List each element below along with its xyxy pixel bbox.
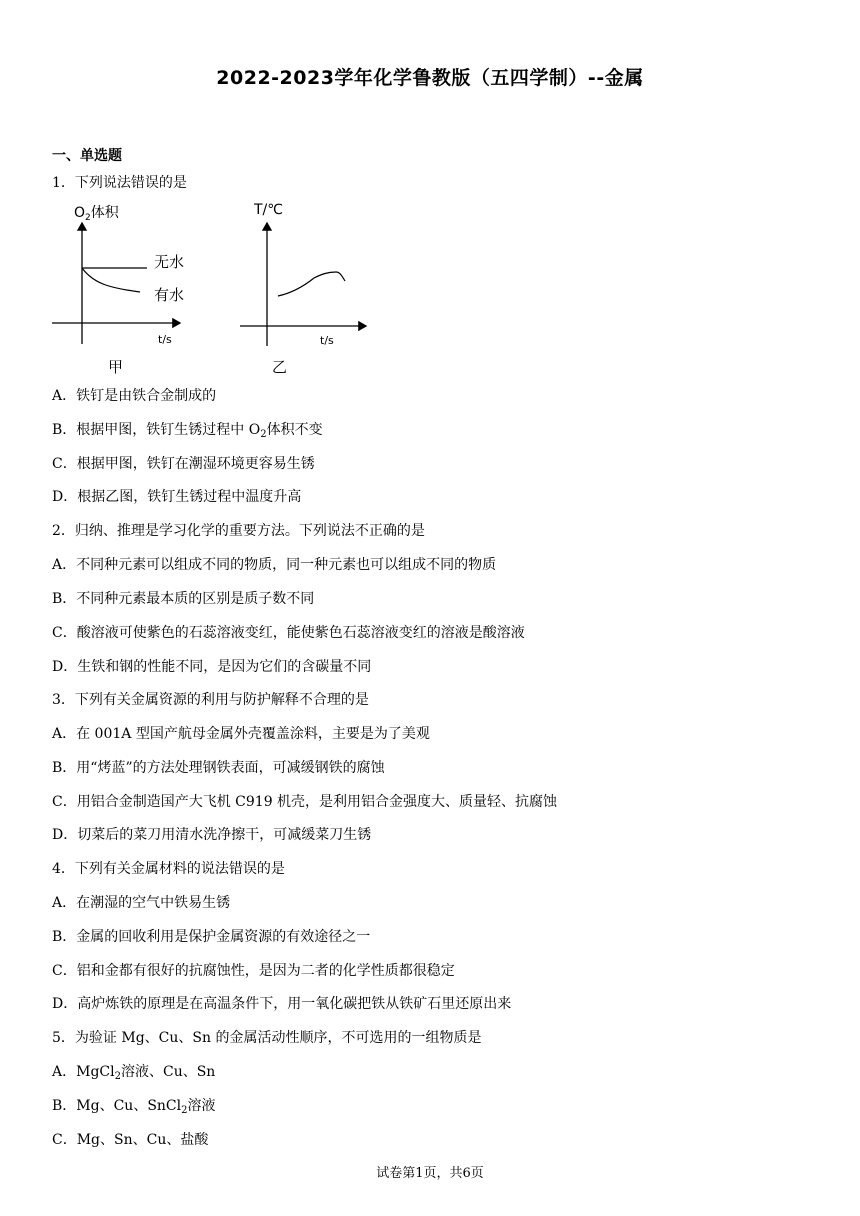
question-1-option-b: B．根据甲图，铁钉生锈过程中 $O_2$体积不变: [52, 422, 323, 440]
question-3-stem: 3．下列有关金属资源的利用与防护解释不合理的是: [52, 692, 369, 708]
graph-jia-label-water: 有水: [154, 286, 185, 304]
graph-yi-ylabel: T/℃: [254, 202, 283, 218]
question-1-option-c: C．根据甲图，铁钉在潮湿环境更容易生锈: [52, 456, 315, 472]
question-1-option-d: D．根据乙图，铁钉生锈过程中温度升高: [52, 489, 302, 505]
question-1-figure: [52, 196, 382, 376]
question-3-option-a: A．在 001A 型国产航母金属外壳覆盖涂料，主要是为了美观: [52, 726, 430, 742]
question-2-option-c: C．酸溶液可使紫色的石蕊溶液变红，能使紫色石蕊溶液变红的溶液是酸溶液: [52, 625, 525, 641]
graph-jia-ylabel: $O_2$体积: [74, 205, 119, 223]
question-2-option-b: B．不同种元素最本质的区别是质子数不同: [52, 591, 315, 607]
question-2-stem: 2．归纳、推理是学习化学的重要方法。下列说法不正确的是: [52, 523, 425, 539]
section-heading: 一、单选题: [52, 148, 122, 164]
question-2-option-a: A．不同种元素可以组成不同的物质，同一种元素也可以组成不同的物质: [52, 557, 497, 573]
graph-jia-xlabel: t/s: [158, 333, 172, 346]
graph-jia: [52, 204, 184, 376]
question-4-option-d: D．高炉炼铁的原理是在高温条件下，用一氧化碳把铁从铁矿石里还原出来: [52, 996, 512, 1012]
question-5-option-a: A．MgCl$_2$溶液、Cu、Sn: [52, 1064, 216, 1082]
question-5-option-c: C．Mg、Sn、Cu、盐酸: [52, 1132, 209, 1148]
question-5-option-b: B．Mg、Cu、SnCl$_2$溶液: [52, 1098, 216, 1116]
graph-jia-label-no-water: 无水: [154, 253, 185, 271]
page-footer: 试卷第1页，共6页: [376, 1166, 484, 1181]
question-4-option-c: C．铝和金都有很好的抗腐蚀性，是因为二者的化学性质都很稳定: [52, 963, 455, 979]
question-4-option-b: B．金属的回收利用是保护金属资源的有效途径之一: [52, 929, 371, 945]
question-1-option-a: A．铁钉是由铁合金制成的: [52, 388, 217, 404]
question-3-option-d: D．切菜后的菜刀用清水洗净擦干，可减缓菜刀生锈: [52, 827, 372, 843]
question-2-option-d: D．生铁和钢的性能不同，是因为它们的含碳量不同: [52, 659, 372, 675]
graph-yi-curve: [278, 272, 345, 296]
page-title: 2022-2023学年化学鲁教版（五四学制）--金属: [216, 67, 644, 89]
question-3-option-b: B．用“烤蓝”的方法处理钢铁表面，可减缓钢铁的腐蚀: [52, 760, 385, 776]
question-3-option-c: C．用铝合金制造国产大飞机 C919 机壳，是利用铝合金强度大、质量轻、抗腐蚀: [52, 794, 558, 810]
graph-yi: [240, 202, 366, 376]
graph-yi-caption: 乙: [272, 358, 288, 376]
graph-yi-xlabel: t/s: [320, 334, 334, 347]
question-4-stem: 4．下列有关金属材料的说法错误的是: [52, 861, 285, 877]
question-5-stem: 5．为验证 Mg、Cu、Sn 的金属活动性顺序，不可选用的一组物质是: [52, 1030, 482, 1046]
graph-jia-curve-water: [82, 268, 140, 292]
question-4-option-a: A．在潮湿的空气中铁易生锈: [52, 895, 231, 911]
question-1-stem: 1．下列说法错误的是: [52, 175, 187, 191]
graph-jia-caption: 甲: [108, 358, 124, 376]
